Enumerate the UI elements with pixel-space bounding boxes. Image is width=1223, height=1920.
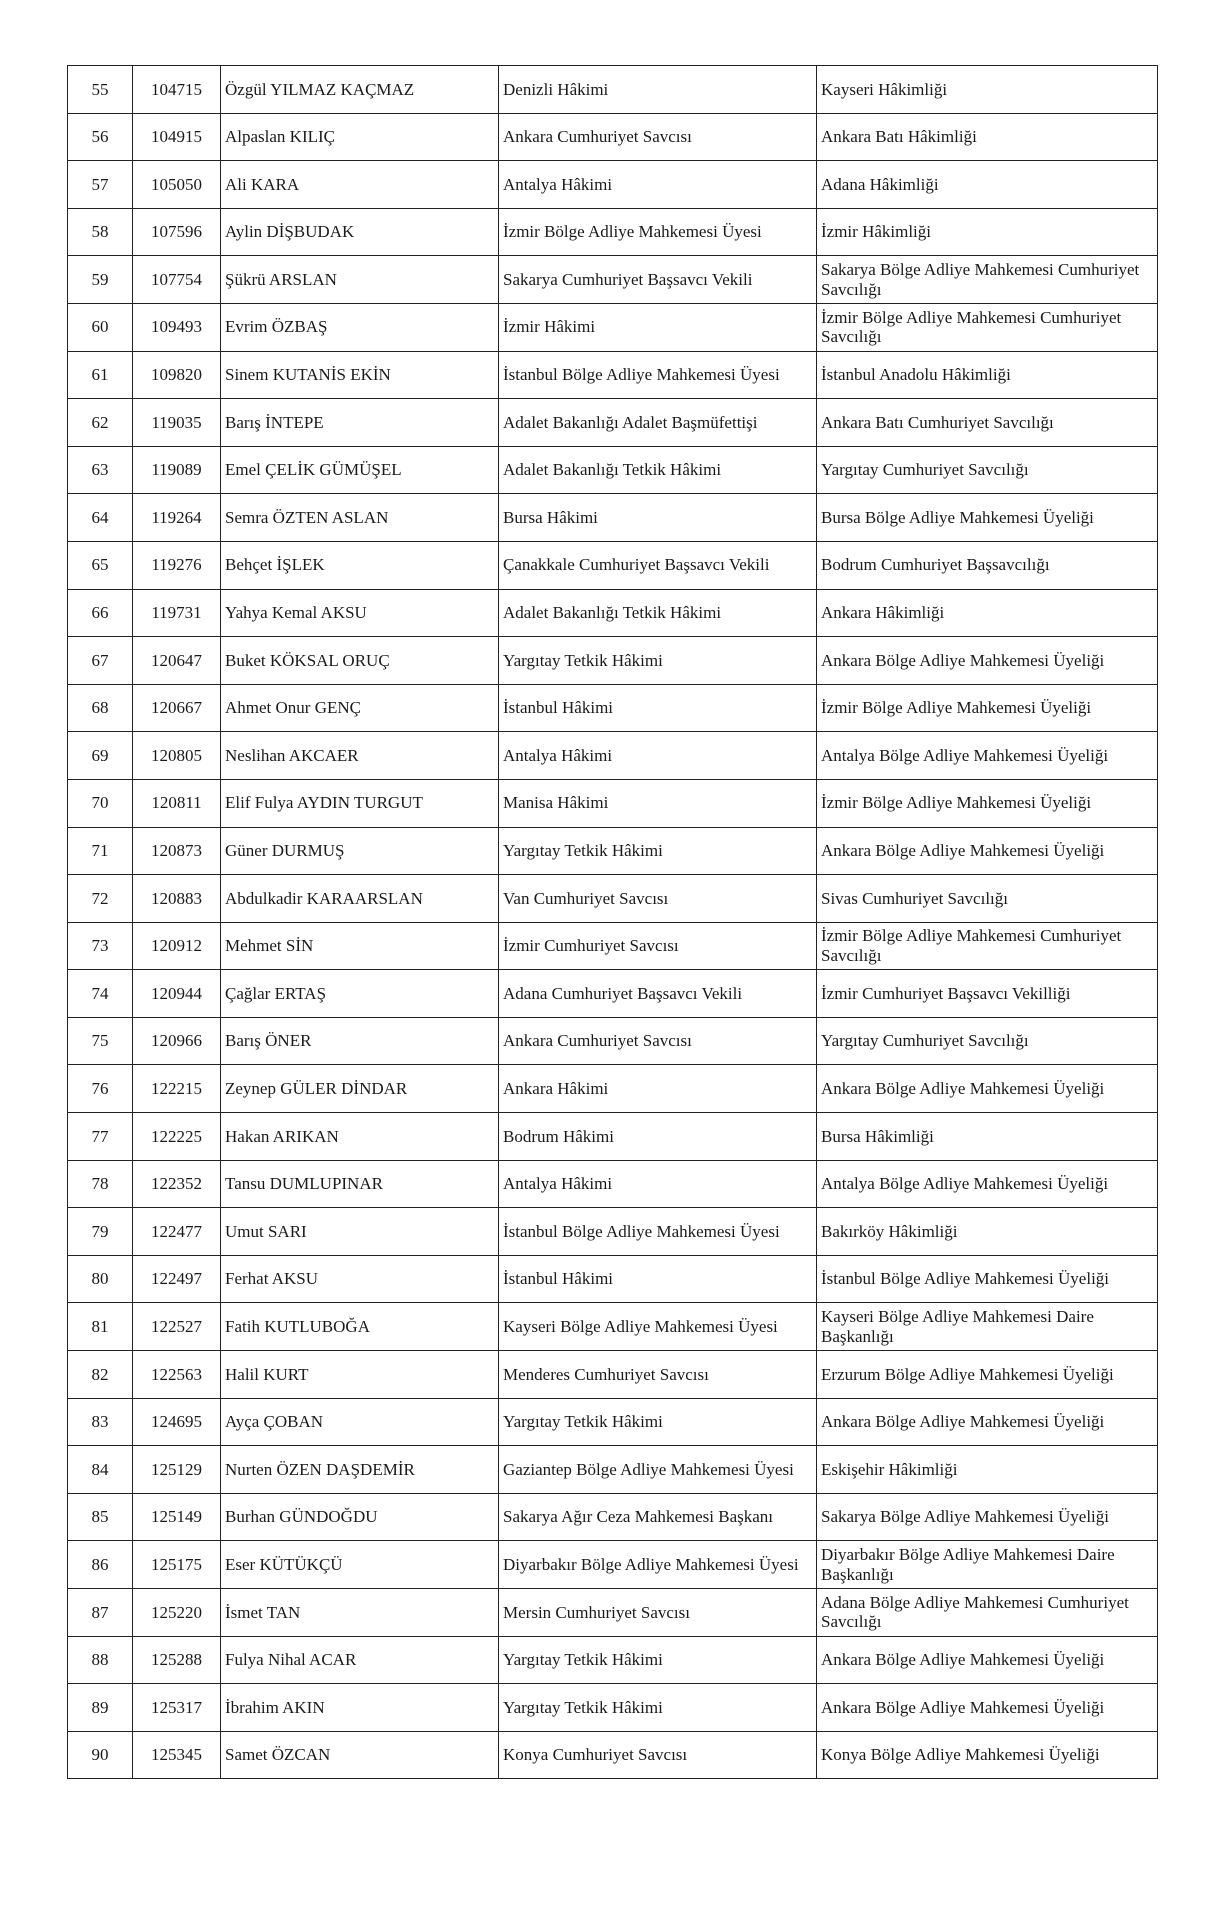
new-position-cell: Antalya Bölge Adliye Mahkemesi Üyeliği — [817, 732, 1158, 780]
current-position-cell: Sakarya Cumhuriyet Başsavcı Vekili — [499, 256, 817, 304]
registry-number-cell: 120944 — [133, 970, 221, 1018]
current-position-cell: Antalya Hâkimi — [499, 732, 817, 780]
registry-number-cell: 125129 — [133, 1446, 221, 1494]
registry-number-cell: 109820 — [133, 351, 221, 399]
new-position-cell: Bakırköy Hâkimliği — [817, 1208, 1158, 1256]
new-position-cell: Adana Hâkimliği — [817, 161, 1158, 209]
table-row — [68, 161, 1158, 209]
current-position-cell: Konya Cumhuriyet Savcısı — [499, 1731, 817, 1779]
person-name-cell: Evrim ÖZBAŞ — [221, 303, 499, 351]
person-name-cell: Elif Fulya AYDIN TURGUT — [221, 779, 499, 827]
new-position-cell: Ankara Batı Hâkimliği — [817, 113, 1158, 161]
row-number-cell: 78 — [68, 1160, 133, 1208]
row-number-cell: 82 — [68, 1351, 133, 1399]
row-number-cell: 67 — [68, 637, 133, 685]
new-position-cell: Konya Bölge Adliye Mahkemesi Üyeliği — [817, 1731, 1158, 1779]
row-number-cell: 83 — [68, 1398, 133, 1446]
new-position-cell: Sivas Cumhuriyet Savcılığı — [817, 875, 1158, 923]
current-position-cell: Menderes Cumhuriyet Savcısı — [499, 1351, 817, 1399]
new-position-cell: İzmir Cumhuriyet Başsavcı Vekilliği — [817, 970, 1158, 1018]
table-row — [68, 399, 1158, 447]
current-position-cell: Antalya Hâkimi — [499, 1160, 817, 1208]
registry-number-cell: 125345 — [133, 1731, 221, 1779]
appointment-table — [67, 65, 1158, 1779]
row-number-cell: 76 — [68, 1065, 133, 1113]
registry-number-cell: 119264 — [133, 494, 221, 542]
registry-number-cell: 120805 — [133, 732, 221, 780]
new-position-cell: Diyarbakır Bölge Adliye Mahkemesi Daire Başkanlığı — [817, 1541, 1158, 1589]
registry-number-cell: 122477 — [133, 1208, 221, 1256]
current-position-cell: Yargıtay Tetkik Hâkimi — [499, 827, 817, 875]
registry-number-cell: 119731 — [133, 589, 221, 637]
row-number-cell: 79 — [68, 1208, 133, 1256]
registry-number-cell: 119276 — [133, 541, 221, 589]
row-number-cell: 59 — [68, 256, 133, 304]
person-name-cell: Güner DURMUŞ — [221, 827, 499, 875]
table-row — [68, 113, 1158, 161]
current-position-cell: Yargıtay Tetkik Hâkimi — [499, 1636, 817, 1684]
person-name-cell: Samet ÖZCAN — [221, 1731, 499, 1779]
table-row — [68, 1113, 1158, 1161]
person-name-cell: Barış İNTEPE — [221, 399, 499, 447]
registry-number-cell: 122497 — [133, 1255, 221, 1303]
current-position-cell: Adalet Bakanlığı Adalet Başmüfettişi — [499, 399, 817, 447]
registry-number-cell: 119035 — [133, 399, 221, 447]
new-position-cell: Kayseri Bölge Adliye Mahkemesi Daire Başkanlığı — [817, 1303, 1158, 1351]
person-name-cell: Yahya Kemal AKSU — [221, 589, 499, 637]
registry-number-cell: 120912 — [133, 922, 221, 970]
table-row — [68, 1446, 1158, 1494]
person-name-cell: Mehmet SİN — [221, 922, 499, 970]
person-name-cell: İbrahim AKIN — [221, 1684, 499, 1732]
person-name-cell: Ali KARA — [221, 161, 499, 209]
row-number-cell: 88 — [68, 1636, 133, 1684]
registry-number-cell: 125317 — [133, 1684, 221, 1732]
registry-number-cell: 120667 — [133, 684, 221, 732]
row-number-cell: 71 — [68, 827, 133, 875]
registry-number-cell: 120647 — [133, 637, 221, 685]
current-position-cell: Ankara Cumhuriyet Savcısı — [499, 1017, 817, 1065]
new-position-cell: Ankara Batı Cumhuriyet Savcılığı — [817, 399, 1158, 447]
row-number-cell: 57 — [68, 161, 133, 209]
table-row — [68, 1208, 1158, 1256]
new-position-cell: Yargıtay Cumhuriyet Savcılığı — [817, 446, 1158, 494]
table-row — [68, 1636, 1158, 1684]
current-position-cell: İstanbul Bölge Adliye Mahkemesi Üyesi — [499, 351, 817, 399]
table-row — [68, 351, 1158, 399]
person-name-cell: Şükrü ARSLAN — [221, 256, 499, 304]
person-name-cell: Hakan ARIKAN — [221, 1113, 499, 1161]
row-number-cell: 62 — [68, 399, 133, 447]
table-body — [68, 66, 1158, 1779]
current-position-cell: İstanbul Hâkimi — [499, 684, 817, 732]
table-row — [68, 922, 1158, 970]
current-position-cell: Çanakkale Cumhuriyet Başsavcı Vekili — [499, 541, 817, 589]
person-name-cell: Behçet İŞLEK — [221, 541, 499, 589]
registry-number-cell: 105050 — [133, 161, 221, 209]
row-number-cell: 63 — [68, 446, 133, 494]
current-position-cell: Adalet Bakanlığı Tetkik Hâkimi — [499, 446, 817, 494]
new-position-cell: İzmir Bölge Adliye Mahkemesi Cumhuriyet Savcılığı — [817, 922, 1158, 970]
new-position-cell: Ankara Bölge Adliye Mahkemesi Üyeliği — [817, 1398, 1158, 1446]
current-position-cell: Manisa Hâkimi — [499, 779, 817, 827]
person-name-cell: Semra ÖZTEN ASLAN — [221, 494, 499, 542]
table-row — [68, 684, 1158, 732]
person-name-cell: Fulya Nihal ACAR — [221, 1636, 499, 1684]
registry-number-cell: 120873 — [133, 827, 221, 875]
row-number-cell: 87 — [68, 1589, 133, 1637]
row-number-cell: 61 — [68, 351, 133, 399]
new-position-cell: Adana Bölge Adliye Mahkemesi Cumhuriyet Savcılığı — [817, 1589, 1158, 1637]
current-position-cell: Bursa Hâkimi — [499, 494, 817, 542]
new-position-cell: Bodrum Cumhuriyet Başsavcılığı — [817, 541, 1158, 589]
new-position-cell: İstanbul Bölge Adliye Mahkemesi Üyeliği — [817, 1255, 1158, 1303]
table-row — [68, 637, 1158, 685]
person-name-cell: Burhan GÜNDOĞDU — [221, 1493, 499, 1541]
person-name-cell: Fatih KUTLUBOĞA — [221, 1303, 499, 1351]
new-position-cell: Bursa Bölge Adliye Mahkemesi Üyeliği — [817, 494, 1158, 542]
registry-number-cell: 107596 — [133, 208, 221, 256]
current-position-cell: İstanbul Bölge Adliye Mahkemesi Üyesi — [499, 1208, 817, 1256]
new-position-cell: İzmir Bölge Adliye Mahkemesi Cumhuriyet Savcılığı — [817, 303, 1158, 351]
current-position-cell: Mersin Cumhuriyet Savcısı — [499, 1589, 817, 1637]
registry-number-cell: 122352 — [133, 1160, 221, 1208]
registry-number-cell: 125288 — [133, 1636, 221, 1684]
row-number-cell: 75 — [68, 1017, 133, 1065]
table-row — [68, 1351, 1158, 1399]
table-row — [68, 66, 1158, 114]
new-position-cell: Ankara Hâkimliği — [817, 589, 1158, 637]
row-number-cell: 77 — [68, 1113, 133, 1161]
row-number-cell: 86 — [68, 1541, 133, 1589]
current-position-cell: Kayseri Bölge Adliye Mahkemesi Üyesi — [499, 1303, 817, 1351]
current-position-cell: Van Cumhuriyet Savcısı — [499, 875, 817, 923]
row-number-cell: 80 — [68, 1255, 133, 1303]
table-row — [68, 1160, 1158, 1208]
row-number-cell: 68 — [68, 684, 133, 732]
table-row — [68, 970, 1158, 1018]
person-name-cell: Barış ÖNER — [221, 1017, 499, 1065]
current-position-cell: İzmir Hâkimi — [499, 303, 817, 351]
row-number-cell: 89 — [68, 1684, 133, 1732]
table-row — [68, 256, 1158, 304]
table-row — [68, 1589, 1158, 1637]
registry-number-cell: 122563 — [133, 1351, 221, 1399]
table-row — [68, 446, 1158, 494]
new-position-cell: Bursa Hâkimliği — [817, 1113, 1158, 1161]
person-name-cell: Ferhat AKSU — [221, 1255, 499, 1303]
row-number-cell: 65 — [68, 541, 133, 589]
table-row — [68, 779, 1158, 827]
registry-number-cell: 119089 — [133, 446, 221, 494]
current-position-cell: Ankara Hâkimi — [499, 1065, 817, 1113]
table-row — [68, 875, 1158, 923]
person-name-cell: Buket KÖKSAL ORUÇ — [221, 637, 499, 685]
new-position-cell: Erzurum Bölge Adliye Mahkemesi Üyeliği — [817, 1351, 1158, 1399]
row-number-cell: 58 — [68, 208, 133, 256]
new-position-cell: İzmir Bölge Adliye Mahkemesi Üyeliği — [817, 684, 1158, 732]
person-name-cell: Eser KÜTÜKÇÜ — [221, 1541, 499, 1589]
row-number-cell: 72 — [68, 875, 133, 923]
current-position-cell: Adalet Bakanlığı Tetkik Hâkimi — [499, 589, 817, 637]
table-row — [68, 303, 1158, 351]
person-name-cell: Ayça ÇOBAN — [221, 1398, 499, 1446]
row-number-cell: 56 — [68, 113, 133, 161]
new-position-cell: Ankara Bölge Adliye Mahkemesi Üyeliği — [817, 1065, 1158, 1113]
registry-number-cell: 120883 — [133, 875, 221, 923]
current-position-cell: Yargıtay Tetkik Hâkimi — [499, 637, 817, 685]
person-name-cell: Sinem KUTANİS EKİN — [221, 351, 499, 399]
current-position-cell: Denizli Hâkimi — [499, 66, 817, 114]
row-number-cell: 60 — [68, 303, 133, 351]
person-name-cell: Zeynep GÜLER DİNDAR — [221, 1065, 499, 1113]
current-position-cell: Ankara Cumhuriyet Savcısı — [499, 113, 817, 161]
new-position-cell: İzmir Bölge Adliye Mahkemesi Üyeliği — [817, 779, 1158, 827]
row-number-cell: 55 — [68, 66, 133, 114]
current-position-cell: İzmir Cumhuriyet Savcısı — [499, 922, 817, 970]
table-row — [68, 494, 1158, 542]
row-number-cell: 73 — [68, 922, 133, 970]
registry-number-cell: 120811 — [133, 779, 221, 827]
registry-number-cell: 107754 — [133, 256, 221, 304]
table-row — [68, 827, 1158, 875]
registry-number-cell: 125149 — [133, 1493, 221, 1541]
new-position-cell: Ankara Bölge Adliye Mahkemesi Üyeliği — [817, 1636, 1158, 1684]
person-name-cell: Ahmet Onur GENÇ — [221, 684, 499, 732]
row-number-cell: 90 — [68, 1731, 133, 1779]
registry-number-cell: 122225 — [133, 1113, 221, 1161]
table-row — [68, 1398, 1158, 1446]
person-name-cell: Alpaslan KILIÇ — [221, 113, 499, 161]
current-position-cell: Adana Cumhuriyet Başsavcı Vekili — [499, 970, 817, 1018]
registry-number-cell: 109493 — [133, 303, 221, 351]
new-position-cell: Antalya Bölge Adliye Mahkemesi Üyeliği — [817, 1160, 1158, 1208]
person-name-cell: Neslihan AKCAER — [221, 732, 499, 780]
person-name-cell: Abdulkadir KARAARSLAN — [221, 875, 499, 923]
new-position-cell: Sakarya Bölge Adliye Mahkemesi Üyeliği — [817, 1493, 1158, 1541]
registry-number-cell: 104715 — [133, 66, 221, 114]
row-number-cell: 66 — [68, 589, 133, 637]
table-row — [68, 1255, 1158, 1303]
person-name-cell: Halil KURT — [221, 1351, 499, 1399]
row-number-cell: 81 — [68, 1303, 133, 1351]
new-position-cell: İzmir Hâkimliği — [817, 208, 1158, 256]
new-position-cell: Ankara Bölge Adliye Mahkemesi Üyeliği — [817, 1684, 1158, 1732]
new-position-cell: İstanbul Anadolu Hâkimliği — [817, 351, 1158, 399]
person-name-cell: İsmet TAN — [221, 1589, 499, 1637]
current-position-cell: Antalya Hâkimi — [499, 161, 817, 209]
person-name-cell: Tansu DUMLUPINAR — [221, 1160, 499, 1208]
current-position-cell: Bodrum Hâkimi — [499, 1113, 817, 1161]
person-name-cell: Emel ÇELİK GÜMÜŞEL — [221, 446, 499, 494]
person-name-cell: Özgül YILMAZ KAÇMAZ — [221, 66, 499, 114]
row-number-cell: 85 — [68, 1493, 133, 1541]
row-number-cell: 69 — [68, 732, 133, 780]
current-position-cell: Yargıtay Tetkik Hâkimi — [499, 1684, 817, 1732]
row-number-cell: 70 — [68, 779, 133, 827]
table-row — [68, 589, 1158, 637]
current-position-cell: Gaziantep Bölge Adliye Mahkemesi Üyesi — [499, 1446, 817, 1494]
person-name-cell: Çağlar ERTAŞ — [221, 970, 499, 1018]
row-number-cell: 84 — [68, 1446, 133, 1494]
table-row — [68, 1065, 1158, 1113]
registry-number-cell: 104915 — [133, 113, 221, 161]
current-position-cell: Yargıtay Tetkik Hâkimi — [499, 1398, 817, 1446]
registry-number-cell: 125175 — [133, 1541, 221, 1589]
current-position-cell: Sakarya Ağır Ceza Mahkemesi Başkanı — [499, 1493, 817, 1541]
registry-number-cell: 122527 — [133, 1303, 221, 1351]
registry-number-cell: 122215 — [133, 1065, 221, 1113]
row-number-cell: 64 — [68, 494, 133, 542]
registry-number-cell: 125220 — [133, 1589, 221, 1637]
person-name-cell: Nurten ÖZEN DAŞDEMİR — [221, 1446, 499, 1494]
table-row — [68, 1303, 1158, 1351]
table-row — [68, 1684, 1158, 1732]
new-position-cell: Ankara Bölge Adliye Mahkemesi Üyeliği — [817, 827, 1158, 875]
table-row — [68, 208, 1158, 256]
new-position-cell: Eskişehir Hâkimliği — [817, 1446, 1158, 1494]
current-position-cell: İzmir Bölge Adliye Mahkemesi Üyesi — [499, 208, 817, 256]
current-position-cell: Diyarbakır Bölge Adliye Mahkemesi Üyesi — [499, 1541, 817, 1589]
new-position-cell: Ankara Bölge Adliye Mahkemesi Üyeliği — [817, 637, 1158, 685]
registry-number-cell: 120966 — [133, 1017, 221, 1065]
new-position-cell: Yargıtay Cumhuriyet Savcılığı — [817, 1017, 1158, 1065]
table-row — [68, 1541, 1158, 1589]
person-name-cell: Aylin DİŞBUDAK — [221, 208, 499, 256]
row-number-cell: 74 — [68, 970, 133, 1018]
table-row — [68, 541, 1158, 589]
new-position-cell: Sakarya Bölge Adliye Mahkemesi Cumhuriyet Savcılığı — [817, 256, 1158, 304]
new-position-cell: Kayseri Hâkimliği — [817, 66, 1158, 114]
registry-number-cell: 124695 — [133, 1398, 221, 1446]
table-row — [68, 1017, 1158, 1065]
table-row — [68, 1731, 1158, 1779]
table-row — [68, 1493, 1158, 1541]
table-row — [68, 732, 1158, 780]
person-name-cell: Umut SARI — [221, 1208, 499, 1256]
current-position-cell: İstanbul Hâkimi — [499, 1255, 817, 1303]
